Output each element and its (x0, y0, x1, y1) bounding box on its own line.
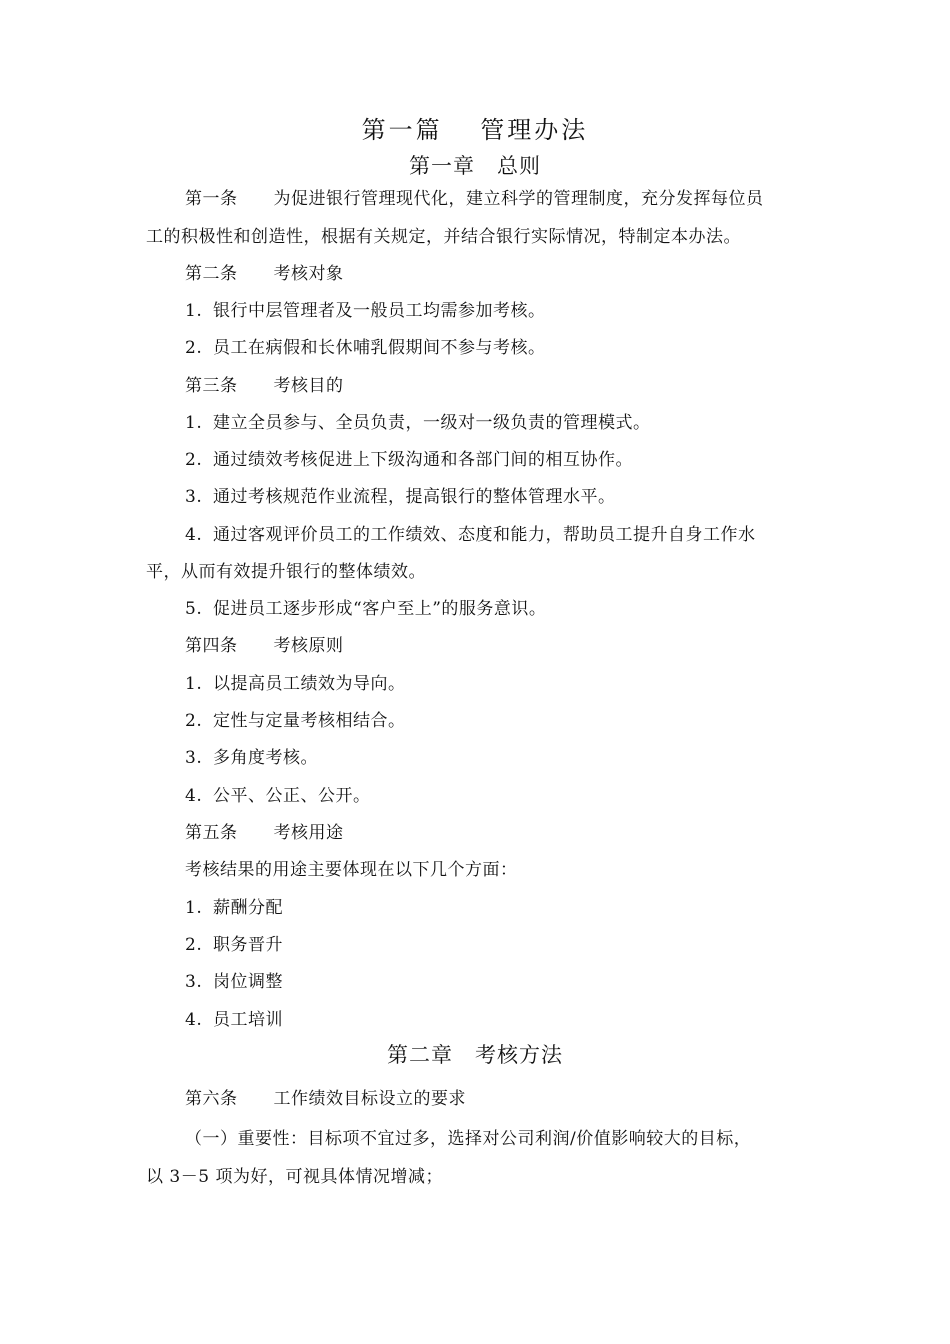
article-2-heading (185, 259, 344, 284)
part-title: 第一篇 管理办法 (361, 116, 589, 144)
article-3-heading (185, 371, 344, 396)
article-label: 第四条 (185, 636, 238, 656)
article-label: 第一条 (185, 189, 238, 209)
list-item: 1. 以提高员工绩效为导向。 (185, 674, 406, 694)
article-5-intro: 考核结果的用途主要体现在以下几个方面： (185, 860, 518, 880)
article-label: 第五条 (185, 823, 238, 843)
article-4-heading (185, 631, 344, 656)
article-5-heading (185, 818, 344, 843)
article-title: 考核用途 (273, 823, 344, 843)
list-item: 2. 定性与定量考核相结合。 (185, 711, 406, 731)
list-item: 3. 岗位调整 (185, 972, 283, 992)
list-item: 2. 通过绩效考核促进上下级沟通和各部门间的相互协作。 (185, 450, 633, 470)
list-item: 3. 通过考核规范作业流程，提高银行的整体管理水平。 (185, 487, 616, 507)
article-6-heading (185, 1084, 466, 1109)
list-item: 5. 促进员工逐步形成“客户至上”的服务意识。 (185, 599, 547, 619)
list-item-continued: 平，从而有效提升银行的整体绩效。 (146, 562, 426, 582)
article-title: 工作绩效目标设立的要求 (273, 1089, 466, 1109)
article-1 (185, 184, 764, 209)
list-item: 4. 员工培训 (185, 1010, 283, 1030)
article-title: 考核对象 (273, 264, 344, 284)
article-6-paragraph-continued: 以 3－5 项为好，可视具体情况增减； (146, 1167, 443, 1187)
list-item: 1. 建立全员参与、全员负责，一级对一级负责的管理模式。 (185, 413, 651, 433)
list-item: 1. 薪酬分配 (185, 898, 283, 918)
list-item: 3. 多角度考核。 (185, 748, 318, 768)
article-label: 第二条 (185, 264, 238, 284)
list-item: 2. 员工在病假和长休哺乳假期间不参与考核。 (185, 338, 546, 358)
chapter-1-title: 第一章 总则 (409, 154, 541, 178)
list-item: 4. 公平、公正、公开。 (185, 786, 371, 806)
article-title: 考核目的 (273, 376, 344, 396)
article-label: 第六条 (185, 1089, 238, 1109)
article-title: 考核原则 (273, 636, 344, 656)
list-item: 1. 银行中层管理者及一般员工均需参加考核。 (185, 301, 546, 321)
list-item: 2. 职务晋升 (185, 935, 283, 955)
chapter-2-title: 第二章 考核方法 (387, 1043, 563, 1067)
article-1-continued: 工的积极性和创造性，根据有关规定，并结合银行实际情况，特制定本办法。 (146, 227, 741, 247)
article-6-paragraph: （一）重要性：目标项不宜过多，选择对公司利润/价值影响较大的目标， (185, 1129, 752, 1149)
article-label: 第三条 (185, 376, 238, 396)
list-item: 4. 通过客观评价员工的工作绩效、态度和能力，帮助员工提升自身工作水 (185, 525, 756, 545)
article-text: 为促进银行管理现代化，建立科学的管理制度，充分发挥每位员 (273, 189, 764, 209)
